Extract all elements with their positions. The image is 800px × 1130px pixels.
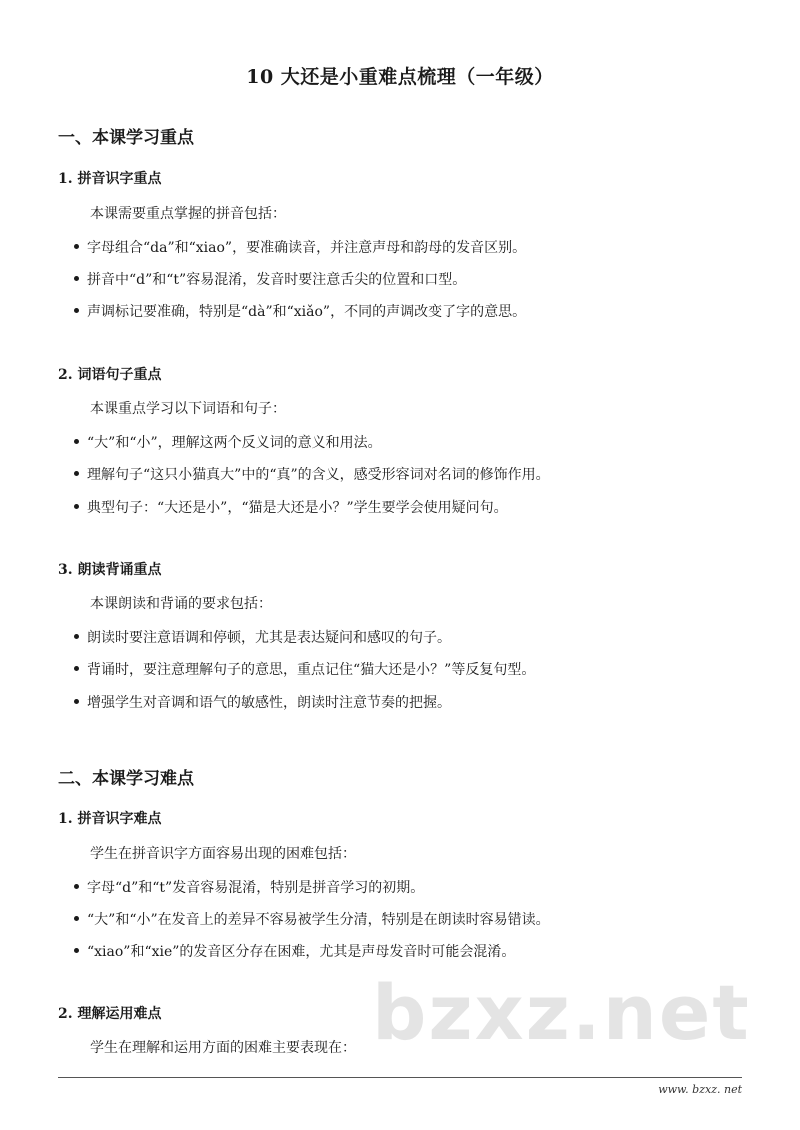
list-item: “大”和“小”在发音上的差异不容易被学生分清，特别是在朗读时容易错读。 (74, 909, 550, 929)
list-item: 声调标记要准确，特别是“dà”和“xiǎo”，不同的声调改变了字的意思。 (74, 301, 526, 321)
list-item: “xiao”和“xie”的发音区分存在困难，尤其是声母发音时可能会混淆。 (74, 941, 515, 961)
list-item: 增强学生对音调和语气的敏感性，朗读时注意节奏的把握。 (74, 692, 451, 712)
bullet-icon (74, 699, 79, 704)
section-heading-key-points: 一、本课学习重点 (58, 128, 194, 148)
list-item: 字母“d”和“t”发音容易混淆，特别是拼音学习的初期。 (74, 877, 424, 897)
list-item: 拼音中“d”和“t”容易混淆，发音时要注意舌尖的位置和口型。 (74, 269, 466, 289)
subheading-reading-recitation-key: 3. 朗读背诵重点 (58, 562, 162, 578)
list-item: 理解句子“这只小猫真大”中的“真”的含义，感受形容词对名词的修饰作用。 (74, 464, 550, 484)
watermark: bzxz.net (372, 968, 751, 1057)
bullet-icon (74, 948, 79, 953)
bullet-icon (74, 439, 79, 444)
subheading-understanding-difficult: 2. 理解运用难点 (58, 1006, 162, 1022)
footer-url: www. bzxz. net (658, 1083, 742, 1096)
bullet-icon (74, 666, 79, 671)
list-item: 背诵时，要注意理解句子的意思，重点记住“猫大还是小？”等反复句型。 (74, 659, 535, 679)
bullet-icon (74, 471, 79, 476)
bullet-icon (74, 884, 79, 889)
subheading-pinyin-key: 1. 拼音识字重点 (58, 171, 162, 187)
bullet-icon (74, 916, 79, 921)
intro-text: 学生在理解和运用方面的困难主要表现在： (90, 1040, 356, 1056)
bullet-icon (74, 308, 79, 313)
intro-text: 本课重点学习以下词语和句子： (90, 401, 286, 417)
section-heading-difficult-points: 二、本课学习难点 (58, 769, 194, 789)
bullet-icon (74, 244, 79, 249)
bullet-icon (74, 504, 79, 509)
list-item: 字母组合“da”和“xiao”，要准确读音，并注意声母和韵母的发音区别。 (74, 237, 526, 257)
intro-text: 学生在拼音识字方面容易出现的困难包括： (90, 846, 356, 862)
bullet-icon (74, 634, 79, 639)
list-item: 朗读时要注意语调和停顿，尤其是表达疑问和感叹的句子。 (74, 627, 451, 647)
intro-text: 本课需要重点掌握的拼音包括： (90, 206, 286, 222)
bullet-icon (74, 276, 79, 281)
subheading-words-sentences-key: 2. 词语句子重点 (58, 367, 162, 383)
list-item: 典型句子：“大还是小”，“猫是大还是小？”学生要学会使用疑问句。 (74, 497, 508, 517)
intro-text: 本课朗读和背诵的要求包括： (90, 596, 272, 612)
page-title: 10 大还是小重难点梳理（一年级） (246, 66, 554, 88)
subheading-pinyin-difficult: 1. 拼音识字难点 (58, 811, 162, 827)
list-item: “大”和“小”，理解这两个反义词的意义和用法。 (74, 432, 382, 452)
footer-divider (58, 1077, 742, 1078)
